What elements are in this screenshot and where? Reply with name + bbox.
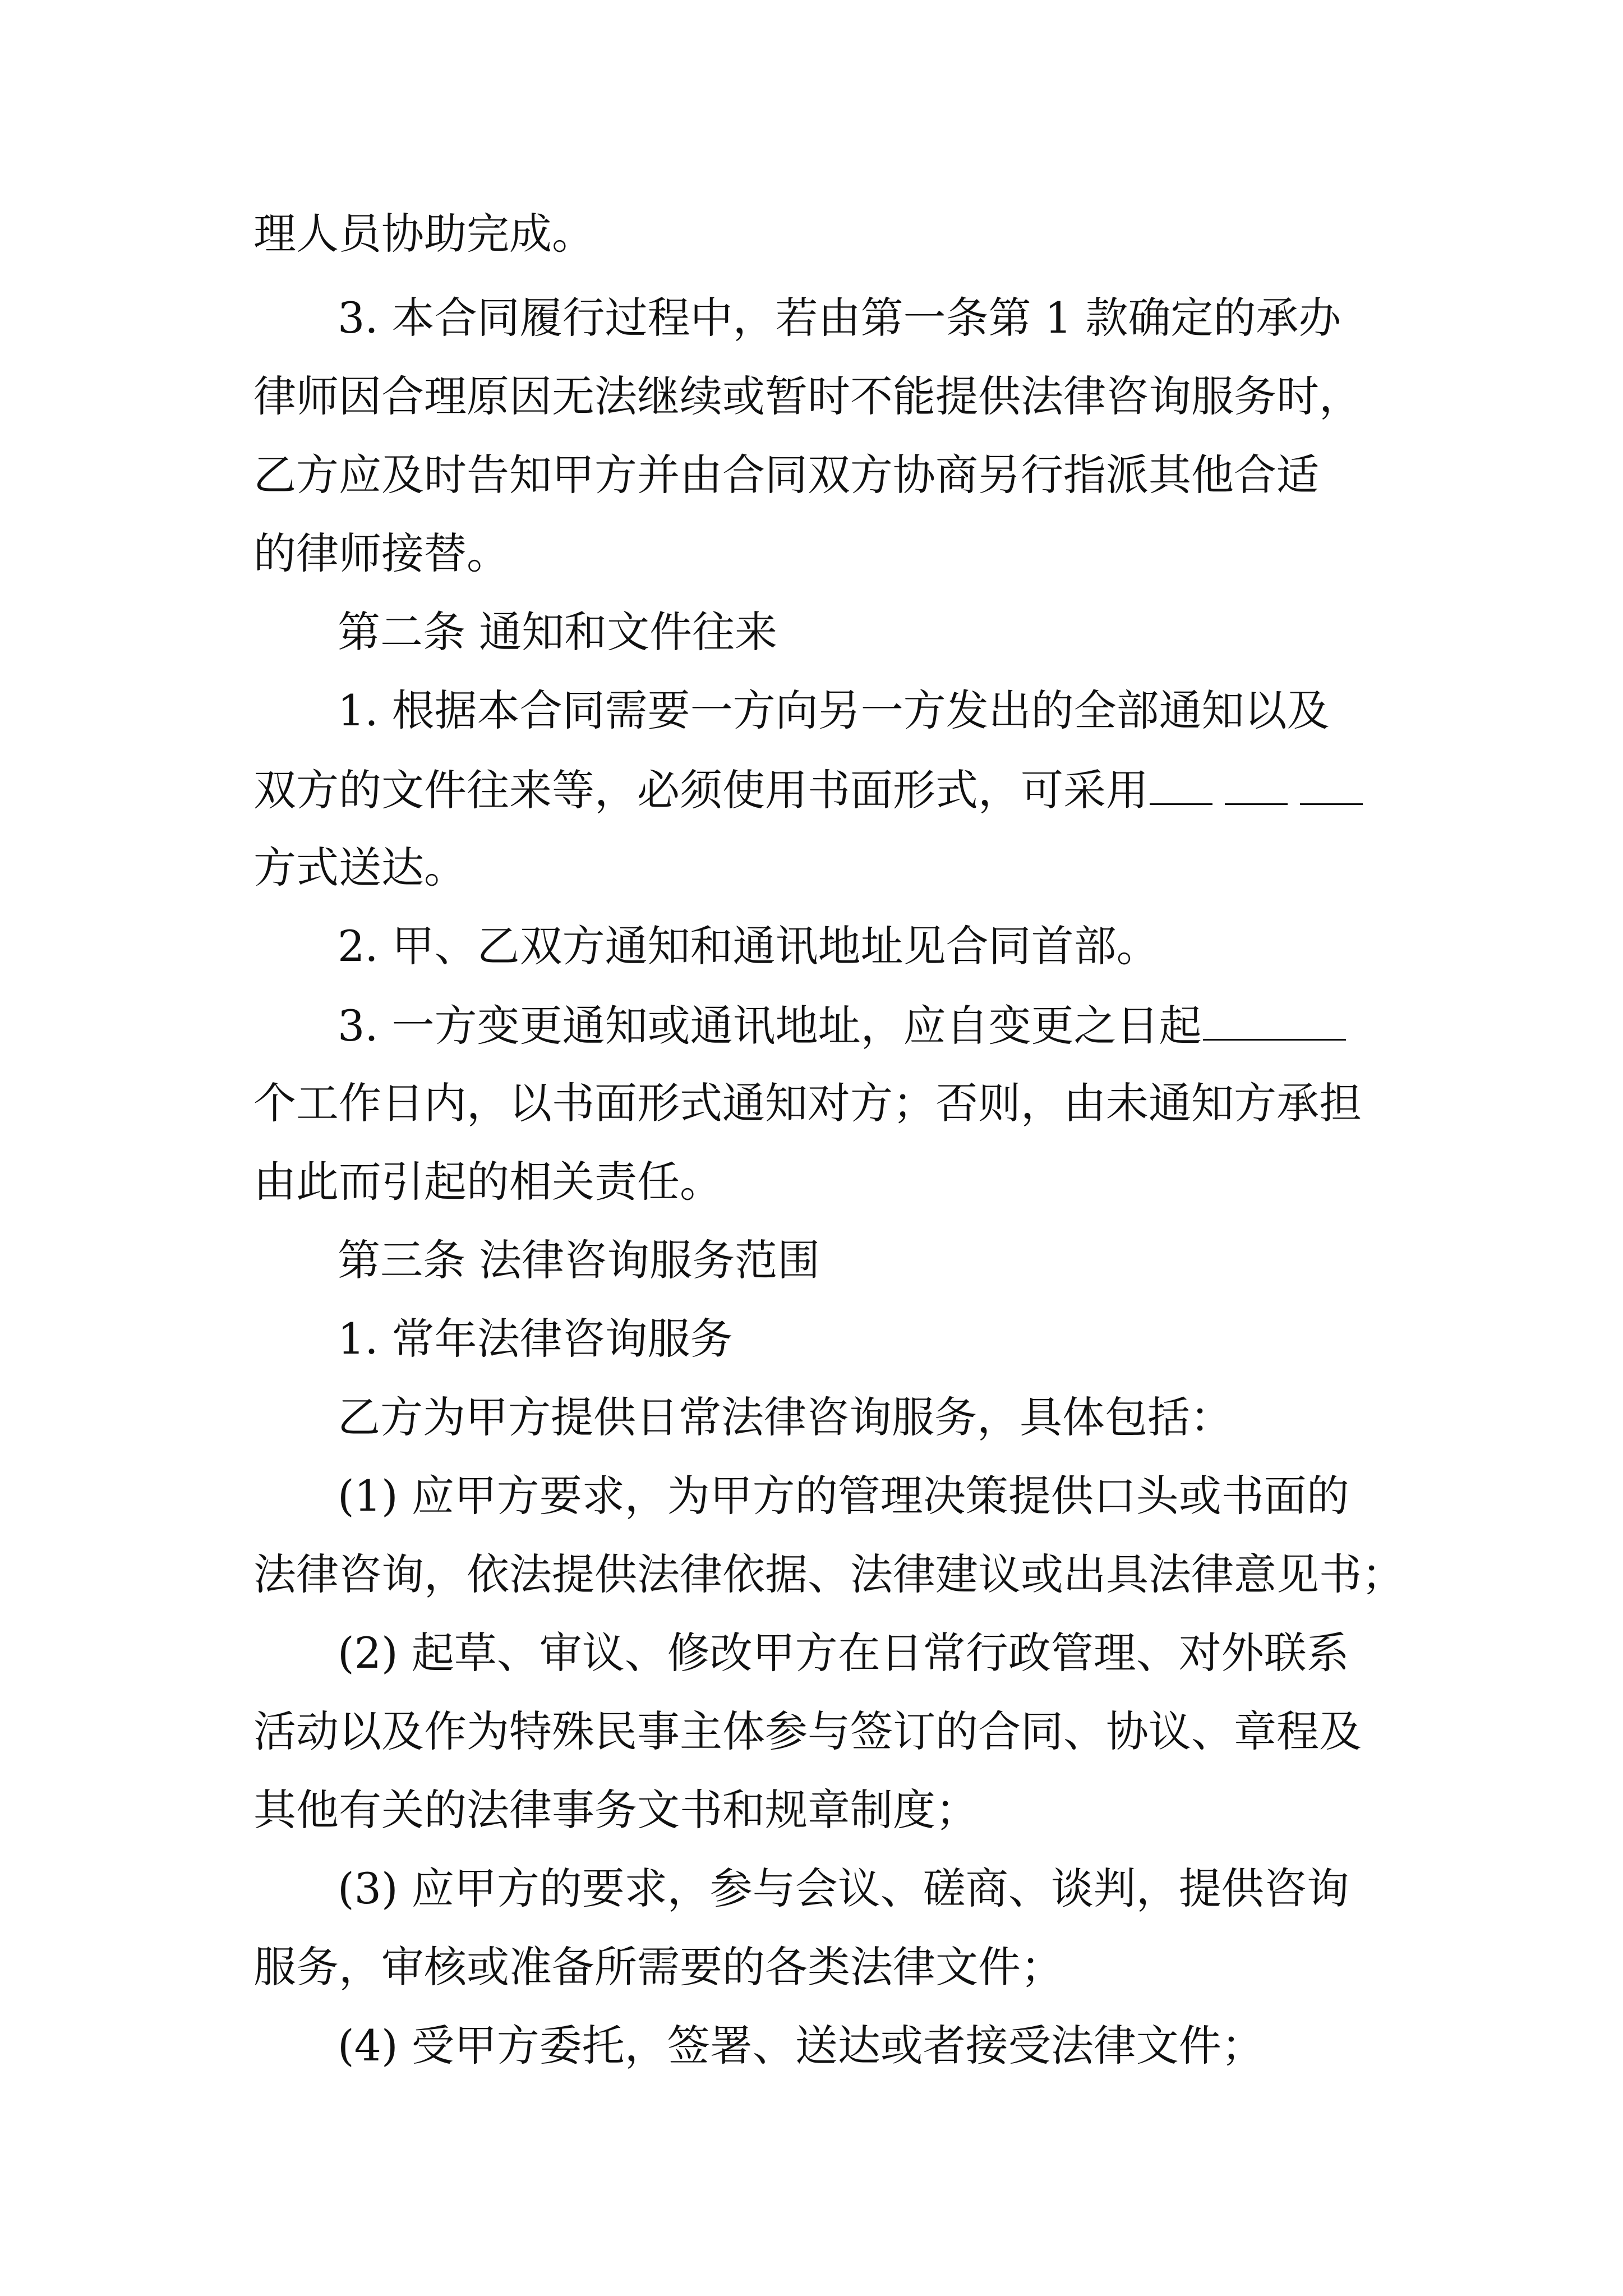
- text: 其他有关的法律事务文书和规章制度；: [253, 1785, 978, 1835]
- text: 1. 根据本合同需要一方向另一方发出的全部通知以及: [338, 685, 1330, 735]
- text: 3. 本合同履行过程中，若由第一条第 1 款确定的承办: [338, 293, 1341, 343]
- text: 3. 一方变更通知或通讯地址，应自变更之日起: [338, 1001, 1202, 1051]
- text-line: [253, 209, 1403, 259]
- text: 乙方应及时告知甲方并由合同双方协商另行指派其他合适: [253, 450, 1319, 500]
- fill-in-blank: [1225, 764, 1288, 805]
- text: 的律师接替。: [253, 528, 509, 578]
- heading-text: 第三条 法律咨询服务范围: [338, 1235, 820, 1285]
- paragraph-3-line-1: [338, 293, 1403, 343]
- section-heading-article-2: [338, 607, 1403, 657]
- clause-2-1-line-2: [253, 764, 1403, 815]
- item-3-line-1: [338, 1864, 1403, 1914]
- item-1-line-1: [338, 1471, 1403, 1521]
- text: 双方的文件往来等，必须使用书面形式，可采用: [253, 765, 1149, 815]
- clause-2-3-line-1: [338, 1000, 1403, 1050]
- text: 由此而引起的相关责任。: [253, 1157, 722, 1207]
- fill-in-blank: [1300, 764, 1363, 805]
- text: (2) 起草、审议、修改甲方在日常行政管理、对外联系: [338, 1628, 1349, 1678]
- paragraph-3-line-2: [253, 371, 1403, 422]
- clause-2-1-line-3: [253, 843, 1403, 893]
- text: 2. 甲、乙双方通知和通讯地址见合同首部。: [338, 921, 1159, 971]
- heading-text: 第二条 通知和文件往来: [338, 607, 778, 657]
- paragraph-3-line-3: [253, 450, 1403, 500]
- text: 1. 常年法律咨询服务: [338, 1314, 733, 1364]
- text: (4) 受甲方委托，签署、送达或者接受法律文件；: [338, 2021, 1264, 2070]
- text: 律师因合理原因无法继续或暂时不能提供法律咨询服务时，: [253, 371, 1362, 421]
- text: 活动以及作为特殊民事主体参与签订的合同、协议、章程及: [253, 1706, 1362, 1756]
- item-2-line-2: [253, 1706, 1403, 1757]
- clause-2-1-line-1: [338, 685, 1403, 736]
- fill-in-blank: [1203, 1000, 1346, 1041]
- item-4-line-1: [338, 2021, 1403, 2071]
- clause-3-1-intro: [338, 1392, 1403, 1443]
- clause-2-2: [338, 921, 1403, 972]
- item-1-line-2: [253, 1549, 1403, 1600]
- clause-2-3-line-3: [253, 1157, 1403, 1207]
- text: (3) 应甲方的要求，参与会议、磋商、谈判，提供咨询: [338, 1864, 1349, 1913]
- fill-in-blank: [1150, 764, 1212, 805]
- text: 理人员协助完成。: [253, 209, 594, 259]
- item-2-line-1: [338, 1628, 1403, 1678]
- text: 服务，审核或准备所需要的各类法律文件；: [253, 1942, 1063, 1992]
- clause-3-1-title: [338, 1314, 1403, 1364]
- section-heading-article-3: [338, 1235, 1403, 1286]
- clause-2-3-line-2: [253, 1078, 1403, 1129]
- paragraph-3-line-4: [253, 528, 1403, 579]
- item-2-line-3: [253, 1785, 1403, 1835]
- item-3-line-2: [253, 1942, 1403, 1993]
- text: 个工作日内，以书面形式通知对方；否则，由未通知方承担: [253, 1078, 1362, 1128]
- text: 方式送达。: [253, 843, 467, 892]
- text: 法律咨询，依法提供法律依据、法律建议或出具法律意见书；: [253, 1549, 1404, 1599]
- text: (1) 应甲方要求，为甲方的管理决策提供口头或书面的: [338, 1471, 1349, 1521]
- text: 乙方为甲方提供日常法律咨询服务，具体包括：: [338, 1392, 1233, 1442]
